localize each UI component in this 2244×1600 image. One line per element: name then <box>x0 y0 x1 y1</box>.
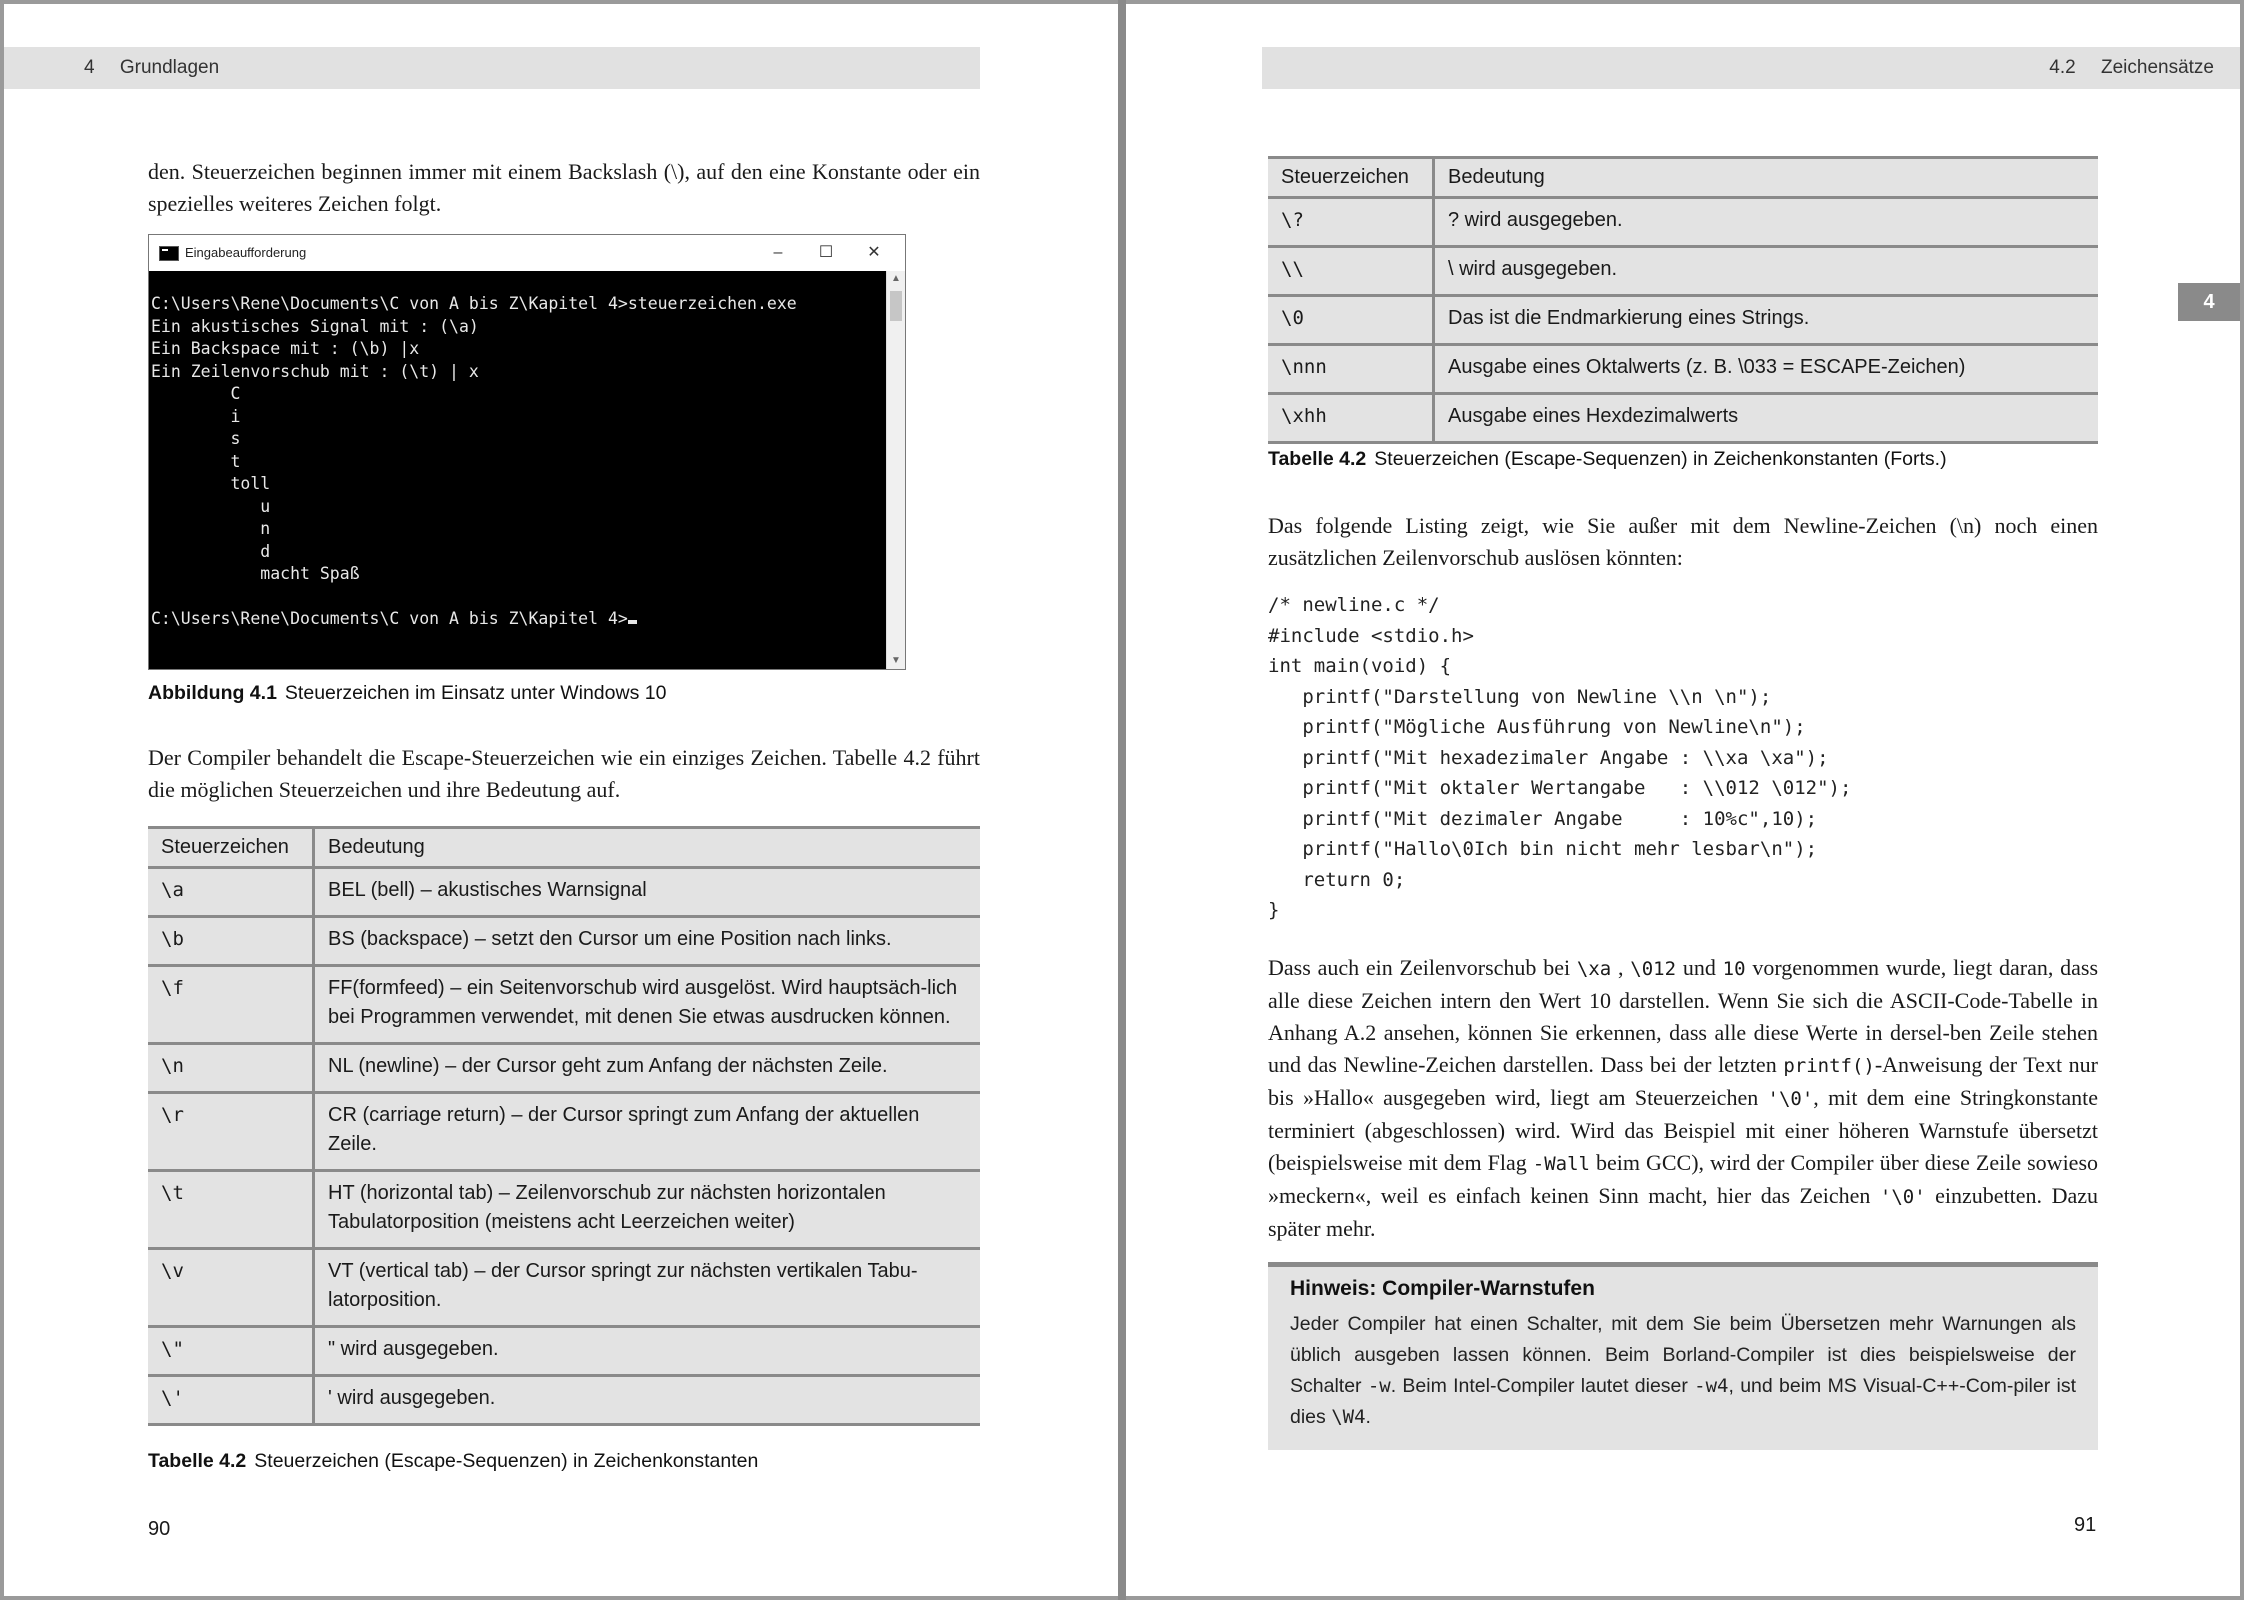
table-row <box>1268 247 2098 296</box>
window-titlebar <box>149 235 905 272</box>
table-intro-paragraph: Der Compiler behandelt die Escape-Steuerzeichen wie ein einziges Zeichen. Tabelle 4.2 führt die möglichen Steuerzeichen und ihre Bedeutung auf. <box>148 745 980 802</box>
figure-caption <box>148 682 666 705</box>
table-caption <box>1268 448 1947 471</box>
listing-intro-paragraph: Das folgende Listing zeigt, wie Sie außer mit dem Newline-Zeichen (\n) noch einen zusätzlichen Zeilenvorschub auslösen könnten: <box>1268 513 2098 570</box>
table-row <box>148 917 980 966</box>
chapter-number: 4 <box>84 57 95 78</box>
hint-box <box>1268 1262 2098 1450</box>
code-listing: /* newline.c */ #include <stdio.h> int main(void) { printf("Darstellung von Newline \\n \n"); printf("Mögliche Ausführung von Newline\n"); printf("Mit hexadezimaler Angabe : \\xa \xa"); printf("Mit oktaler Wertangabe : \\012 \012"); printf("Mit dezimaler Angabe : 10%c",10); printf("Hallo\0Ich bin nicht mehr lesbar\n"); return 0; } <box>1268 594 1852 921</box>
table-header-row <box>1268 158 2098 198</box>
inline-code: 10 <box>1722 958 1746 980</box>
text-run: Jeder Compiler hat einen Schalter, mit dem Sie beim Übersetzen mehr Warnungen als üblich ausgeben lassen können. Beim Borland-Compiler ist dies beispielsweise der Schalter <box>1290 1313 2076 1397</box>
inline-code: -Wall <box>1532 1153 1590 1175</box>
text-run: , mit dem eine Stringkonstante terminiert (abgeschlossen) wird. Wird das Beispiel mit einer höheren Warnstufe übersetzt (beispielsweise mit dem Flag <box>1268 1085 2098 1175</box>
hint-text <box>1290 1309 2076 1433</box>
escape-code-cell: \v <box>148 1249 314 1327</box>
table-row <box>148 1376 980 1425</box>
table-row <box>148 1171 980 1249</box>
meaning-cell: BS (backspace) – setzt den Cursor um eine Position nach links. <box>314 917 981 966</box>
table-label: Tabelle 4.2 <box>148 1450 247 1472</box>
text-run: und <box>1676 955 1723 980</box>
escape-sequence-table <box>148 826 980 1426</box>
close-button[interactable]: ✕ <box>867 244 881 261</box>
meaning-cell: CR (carriage return) – der Cursor springt zum Anfang der aktuellen Zeile. <box>314 1093 981 1171</box>
minimize-button[interactable]: – <box>773 244 783 261</box>
inline-code: printf() <box>1783 1055 1875 1077</box>
scroll-down-arrow-icon[interactable]: ▼ <box>891 655 901 666</box>
escape-code-cell: \' <box>148 1376 314 1425</box>
meaning-cell: HT (horizontal tab) – Zeilenvorschub zur nächsten horizontalen Tabulatorposition (meistens acht Leerzeichen weiter) <box>314 1171 981 1249</box>
escape-code-cell: \n <box>148 1044 314 1093</box>
escape-code-cell: \b <box>148 917 314 966</box>
text-run: , <box>1611 955 1631 980</box>
escape-code-cell: \nnn <box>1268 345 1434 394</box>
running-head <box>1262 47 2240 89</box>
column-header: Steuerzeichen <box>148 828 314 868</box>
escape-code-cell: \xhh <box>1268 394 1434 443</box>
console-output <box>149 271 887 669</box>
escape-code-cell: \t <box>148 1171 314 1249</box>
table-row <box>1268 345 2098 394</box>
scrollbar-thumb[interactable] <box>890 291 902 321</box>
console-prompt: C:\Users\Rene\Documents\C von A bis Z\Kapitel 4> <box>151 609 628 628</box>
table-row <box>148 1044 980 1093</box>
meaning-cell: BEL (bell) – akustisches Warnsignal <box>314 868 981 917</box>
text-run: vorgenommen wurde, liegt daran, dass alle diese Zeichen intern den Wert 10 darstellen. Wenn Sie sich die ASCII-Code-Tabelle in Anhang A.2 ansehen, können Sie erkennen, dass alle diese Werte in dersel-ben Zeile stehen und das Newline-Zeichen darstellen. Dass bei der letzten <box>1268 955 2099 1077</box>
table-row <box>148 1093 980 1171</box>
table-caption <box>148 1450 758 1473</box>
column-header: Bedeutung <box>314 828 981 868</box>
text-run: . <box>1365 1406 1371 1428</box>
column-header: Bedeutung <box>1434 158 2099 198</box>
figure-caption-text: Steuerzeichen im Einsatz unter Windows 10 <box>284 682 667 704</box>
escape-code-cell: \r <box>148 1093 314 1171</box>
meaning-cell: Ausgabe eines Oktalwerts (z. B. \033 = ESCAPE-Zeichen) <box>1434 345 2099 394</box>
table-row <box>148 1249 980 1327</box>
table-row <box>148 1327 980 1376</box>
meaning-cell: \ wird ausgegeben. <box>1434 247 2099 296</box>
running-head <box>4 47 980 89</box>
escape-sequence-table-continued <box>1268 156 2098 444</box>
table-row <box>1268 394 2098 443</box>
figure-label: Abbildung 4.1 <box>148 682 277 704</box>
meaning-cell: ? wird ausgegeben. <box>1434 198 2099 247</box>
table-row <box>148 868 980 917</box>
escape-code-cell: \\ <box>1268 247 1434 296</box>
table-row <box>1268 296 2098 345</box>
table-caption-text: Steuerzeichen (Escape-Sequenzen) in Zeichenkonstanten (Forts.) <box>1374 448 1947 470</box>
section-title: Zeichensätze <box>2100 57 2214 78</box>
table-caption-text: Steuerzeichen (Escape-Sequenzen) in Zeichenkonstanten <box>254 1450 759 1472</box>
intro-paragraph: den. Steuerzeichen beginnen immer mit einem Backslash (\), auf den eine Konstante oder ein spezielles weiteres Zeichen folgt. <box>148 159 980 216</box>
hint-title: Hinweis: Compiler-Warnstufen <box>1290 1277 1595 1300</box>
escape-code-cell: \a <box>148 868 314 917</box>
table-label: Tabelle 4.2 <box>1268 448 1367 470</box>
text-run: , und beim MS Visual-C++-Com-piler ist dies <box>1290 1375 2076 1428</box>
terminal-icon <box>159 246 179 261</box>
column-header: Steuerzeichen <box>1268 158 1434 198</box>
inline-code: '\0' <box>1879 1186 1926 1208</box>
escape-code-cell: \" <box>148 1327 314 1376</box>
window-title: Eingabeaufforderung <box>185 245 307 260</box>
inline-code: \012 <box>1630 958 1677 980</box>
escape-code-cell: \? <box>1268 198 1434 247</box>
meaning-cell: Das ist die Endmarkierung eines Strings. <box>1434 296 2099 345</box>
inline-code: \xa <box>1576 958 1612 980</box>
text-run: Dass auch ein Zeilenvorschub bei <box>1268 955 1577 980</box>
text-run: beim GCC), wird der Compiler über diese Zeile sowieso »meckern«, weil es einfach keinen Sinn macht, hier das Zeichen <box>1268 1150 2099 1208</box>
table-row <box>1268 198 2098 247</box>
left-page <box>0 0 1118 1600</box>
meaning-cell: " wird ausgegeben. <box>314 1327 981 1376</box>
text-run: . Beim Intel-Compiler lautet dieser <box>1390 1375 1695 1397</box>
meaning-cell: NL (newline) – der Cursor geht zum Anfang der nächsten Zeile. <box>314 1044 981 1093</box>
section-number: 4.2 <box>2049 57 2076 78</box>
chapter-title: Grundlagen <box>119 57 220 78</box>
inline-code: -w4 <box>1694 1375 1729 1397</box>
table-row <box>148 966 980 1044</box>
meaning-cell: Ausgabe eines Hexdezimalwerts <box>1434 394 2099 443</box>
inline-code: \W4 <box>1331 1406 1366 1428</box>
meaning-cell: VT (vertical tab) – der Cursor springt zur nächsten vertikalen Tabu-latorposition. <box>314 1249 981 1327</box>
explanation-paragraph <box>1268 952 2098 1245</box>
meaning-cell: FF(formfeed) – ein Seitenvorschub wird ausgelöst. Wird hauptsäch-lich bei Programmen verwendet, mit denen Sie etwas ausdrucken können. <box>314 966 981 1044</box>
escape-code-cell: \0 <box>1268 296 1434 345</box>
chapter-thumb-tab: 4 <box>2178 283 2240 321</box>
escape-code-cell: \f <box>148 966 314 1044</box>
console-text: C:\Users\Rene\Documents\C von A bis Z\Kapitel 4>steuerzeichen.exe Ein akustisches Signal mit : (\a) Ein Backspace mit : (\b) |x Ein Zeilenvorschub mit : (\t) | x C i s t toll u n d macht Spaß <box>151 294 797 583</box>
inline-code: '\0' <box>1767 1088 1814 1110</box>
meaning-cell: ' wird ausgegeben. <box>314 1376 981 1425</box>
text-run: einzubetten. Dazu später mehr. <box>1268 1183 2098 1241</box>
command-prompt-screenshot <box>148 234 906 670</box>
page-number: 90 <box>148 1518 171 1540</box>
text-cursor <box>628 620 637 624</box>
inline-code: -w <box>1367 1375 1391 1397</box>
table-header-row <box>148 828 980 868</box>
vertical-scrollbar[interactable] <box>886 271 905 669</box>
maximize-button[interactable]: ☐ <box>818 244 834 261</box>
scroll-up-arrow-icon[interactable]: ▲ <box>891 273 901 284</box>
text-run: -Anweisung der Text nur bis »Hallo« ausgegeben wird, liegt am Steuerzeichen <box>1268 1052 2098 1110</box>
page-number: 91 <box>2074 1514 2097 1536</box>
book-gutter <box>1118 0 1126 1600</box>
